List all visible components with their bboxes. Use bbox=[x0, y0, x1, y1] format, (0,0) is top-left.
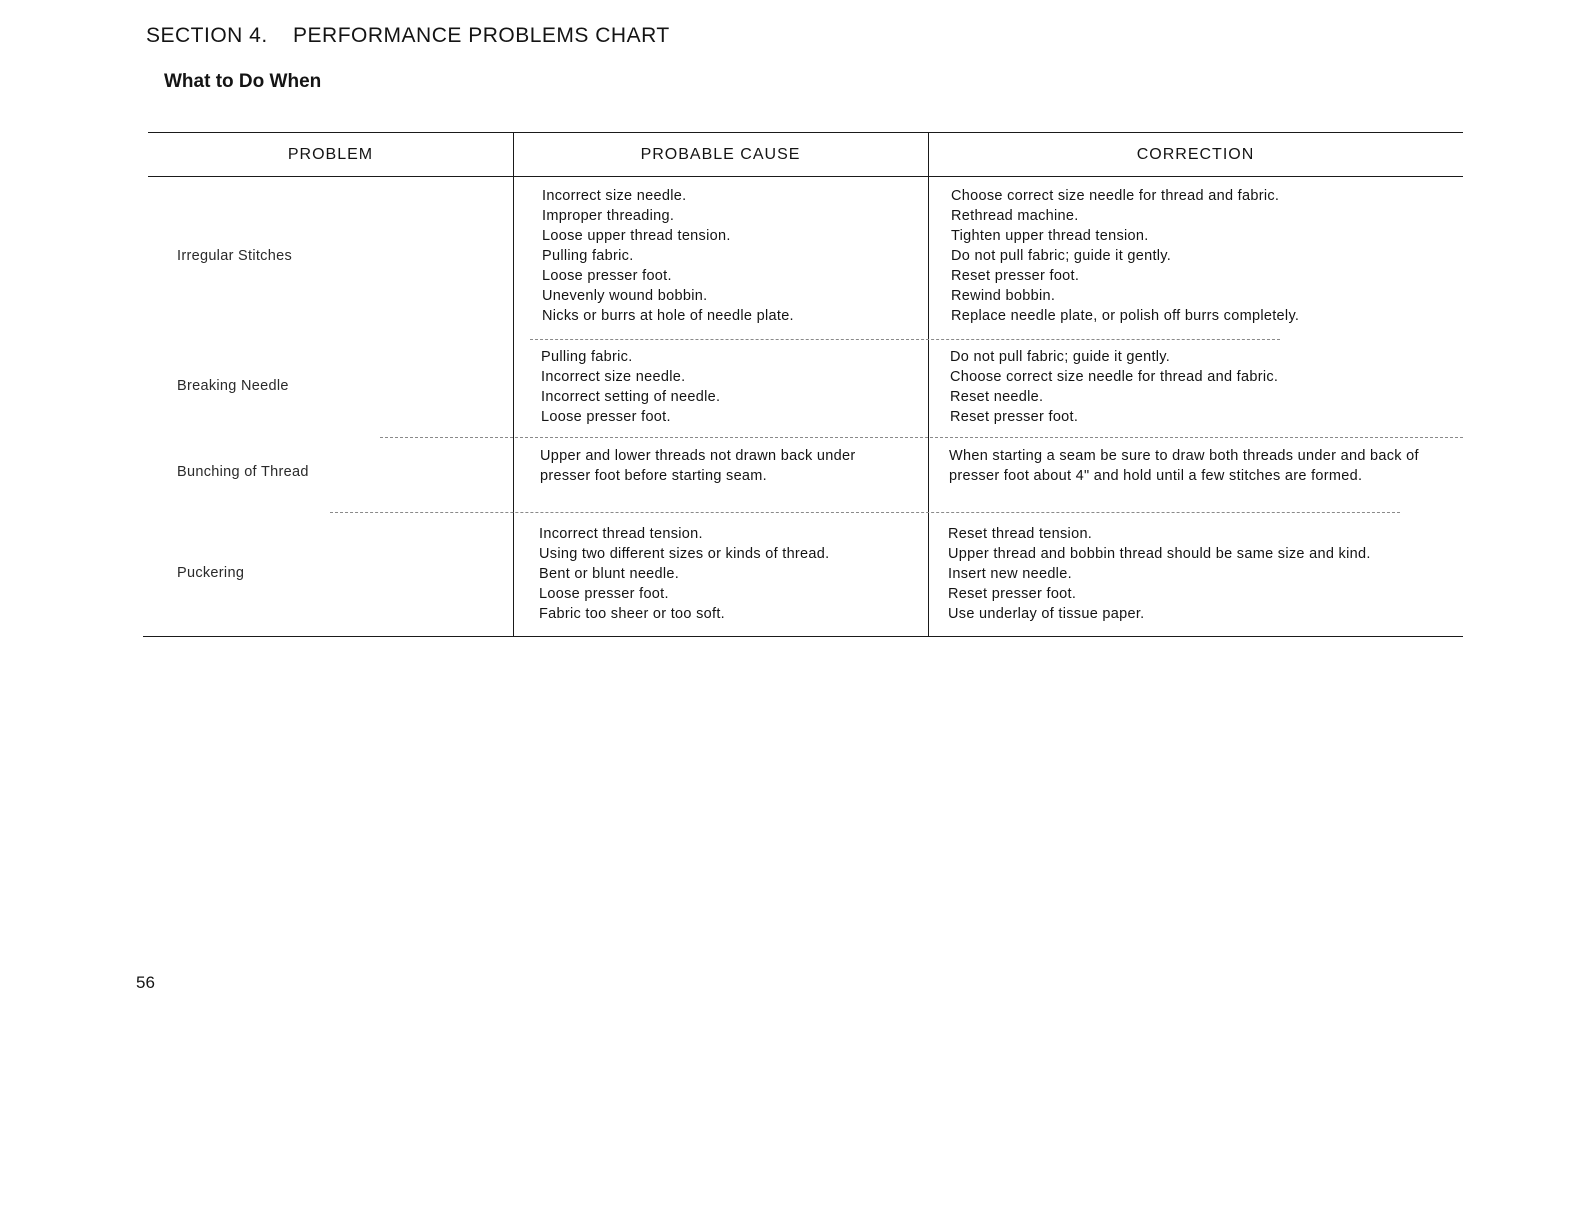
correction-item: Upper thread and bobbin thread should be same size and kind. bbox=[948, 546, 1371, 562]
cause-text: Upper and lower threads not drawn back under presser foot before starting seam. bbox=[540, 448, 856, 484]
cause-item: Loose presser foot. bbox=[542, 268, 672, 284]
correction-item: Replace needle plate, or polish off burrs completely. bbox=[951, 308, 1300, 324]
cause-item: Incorrect size needle. bbox=[542, 188, 687, 204]
correction-item: Tighten upper thread tension. bbox=[951, 228, 1149, 244]
column-header-probable-cause: PROBABLE CAUSE bbox=[640, 146, 801, 163]
correction-item: Reset presser foot. bbox=[950, 409, 1079, 425]
cause-item: Unevenly wound bobbin. bbox=[542, 288, 708, 304]
page-subtitle: What to Do When bbox=[164, 71, 322, 92]
correction-text: When starting a seam be sure to draw both threads under and back of presser foot about 4" and hold until a few stitches are formed. bbox=[949, 448, 1419, 484]
cause-item: Loose upper thread tension. bbox=[542, 228, 731, 244]
column-header-problem: PROBLEM bbox=[287, 146, 374, 163]
page-number: 56 bbox=[136, 973, 155, 992]
cause-item: Nicks or burrs at hole of needle plate. bbox=[542, 308, 794, 324]
correction-item: Reset presser foot. bbox=[948, 586, 1077, 602]
section-title: SECTION 4. PERFORMANCE PROBLEMS CHART bbox=[146, 24, 670, 47]
cause-list bbox=[542, 186, 794, 326]
cause-list bbox=[539, 524, 829, 624]
cause-item: Pulling fabric. bbox=[542, 248, 634, 264]
cause-item: Pulling fabric. bbox=[541, 349, 633, 365]
cause-item: Bent or blunt needle. bbox=[539, 566, 680, 582]
correction-item: Reset needle. bbox=[950, 389, 1044, 405]
row-divider bbox=[330, 512, 1400, 513]
correction-item: Reset thread tension. bbox=[948, 526, 1093, 542]
table-top-rule bbox=[148, 132, 1463, 133]
cause-item: Fabric too sheer or too soft. bbox=[539, 606, 726, 622]
cause-item: Incorrect size needle. bbox=[541, 369, 686, 385]
row-divider bbox=[530, 339, 1280, 340]
cause-item: Using two different sizes or kinds of thread. bbox=[539, 546, 830, 562]
column-header-correction: CORRECTION bbox=[1136, 146, 1255, 163]
cause-item: Improper threading. bbox=[542, 208, 675, 224]
cause-item: Loose presser foot. bbox=[539, 586, 669, 602]
column-divider-1 bbox=[513, 132, 514, 637]
cause-item: Loose presser foot. bbox=[541, 409, 671, 425]
correction-item: Reset presser foot. bbox=[951, 268, 1080, 284]
header-bottom-rule bbox=[148, 176, 1463, 177]
correction-item: Use underlay of tissue paper. bbox=[948, 606, 1145, 622]
correction-list bbox=[951, 186, 1299, 326]
problem-label: Puckering bbox=[177, 565, 245, 581]
row-divider bbox=[380, 437, 1463, 438]
correction-item: Choose correct size needle for thread and fabric. bbox=[950, 369, 1279, 385]
cause-item: Incorrect thread tension. bbox=[539, 526, 703, 542]
correction-list bbox=[950, 347, 1278, 427]
correction-item: Do not pull fabric; guide it gently. bbox=[950, 349, 1171, 365]
correction-item: Rewind bobbin. bbox=[951, 288, 1056, 304]
cause-list bbox=[541, 347, 720, 427]
correction-list bbox=[948, 524, 1371, 624]
correction-item: Do not pull fabric; guide it gently. bbox=[951, 248, 1172, 264]
cause-item: Incorrect setting of needle. bbox=[541, 389, 721, 405]
correction-item: Rethread machine. bbox=[951, 208, 1079, 224]
problem-label: Breaking Needle bbox=[177, 378, 289, 394]
problem-label: Bunching of Thread bbox=[177, 464, 309, 480]
correction-item: Insert new needle. bbox=[948, 566, 1072, 582]
correction-item: Choose correct size needle for thread and fabric. bbox=[951, 188, 1280, 204]
problem-label: Irregular Stitches bbox=[177, 248, 292, 264]
column-divider-2 bbox=[928, 132, 929, 637]
table-bottom-rule bbox=[143, 636, 1463, 637]
